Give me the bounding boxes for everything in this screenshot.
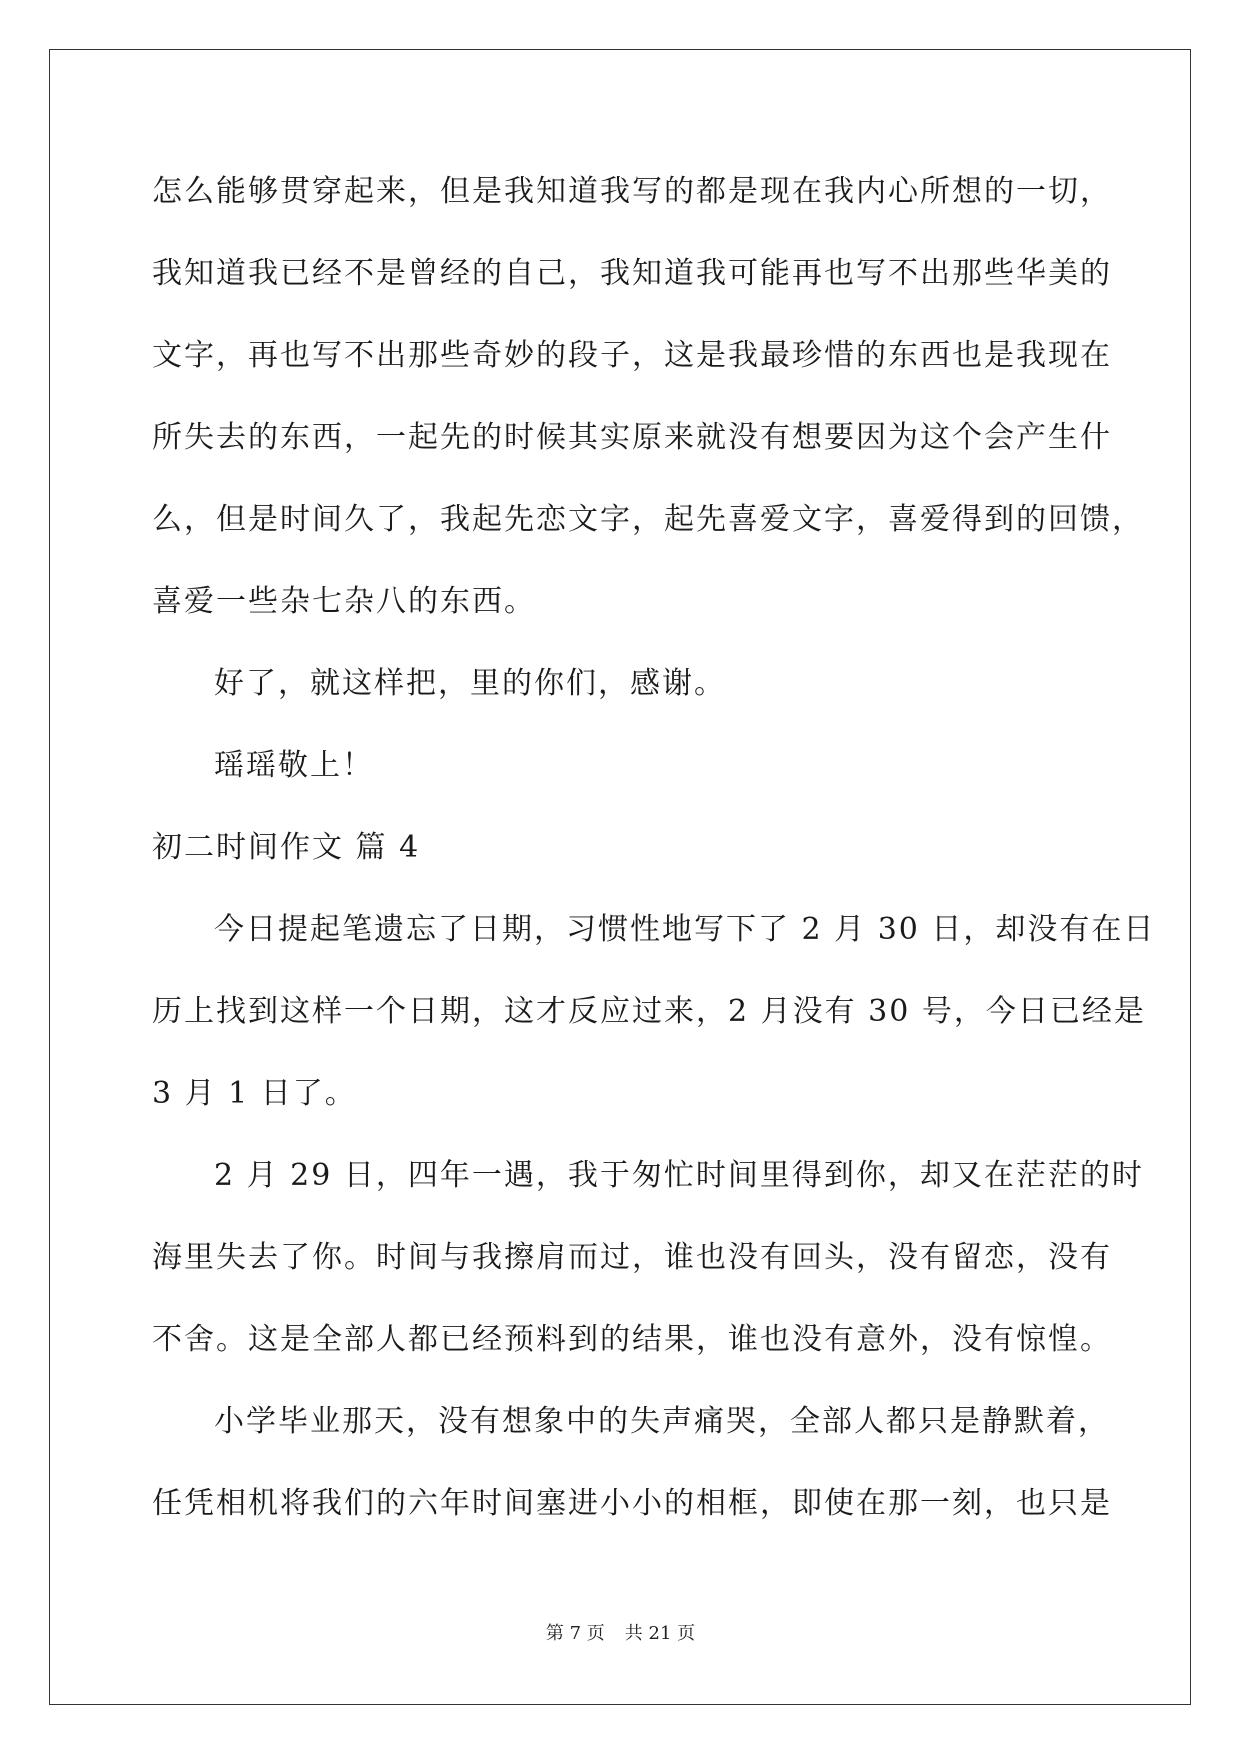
text-line: 小学毕业那天，没有想象中的失声痛哭，全部人都只是静默着， <box>214 1404 1110 1439</box>
text-line: 3 月 1 日了。 <box>152 1076 357 1111</box>
text-line: 我知道我已经不是曾经的自己，我知道我可能再也写不出那些华美的 <box>152 256 1112 291</box>
page-total: 共 21 页 <box>624 1623 696 1644</box>
text-line: 么，但是时间久了，我起先恋文字，起先喜爱文字，喜爱得到的回馈， <box>152 502 1144 537</box>
section-heading: 初二时间作文 篇 4 <box>152 830 421 865</box>
text-line: 文字，再也写不出那些奇妙的段子，这是我最珍惜的东西也是我现在 <box>152 338 1112 373</box>
page-number: 第 7 页 <box>545 1623 605 1644</box>
text-line: 好了，就这样把，里的你们，感谢。 <box>214 666 726 701</box>
text-line: 今日提起笔遗忘了日期，习惯性地写下了 2 月 30 日，却没有在日 <box>214 912 1156 947</box>
text-line: 历上找到这样一个日期，这才反应过来，2 月没有 30 号，今日已经是 <box>152 994 1146 1029</box>
text-line: 瑶瑶敬上！ <box>214 748 374 783</box>
text-line: 2 月 29 日，四年一遇，我于匆忙时间里得到你，却又在茫茫的时 <box>214 1158 1144 1193</box>
text-line: 怎么能够贯穿起来，但是我知道我写的都是现在我内心所想的一切， <box>152 174 1112 209</box>
text-line: 任凭相机将我们的六年时间塞进小小的相框，即使在那一刻，也只是 <box>152 1486 1112 1521</box>
text-line: 不舍。这是全部人都已经预料到的结果，谁也没有意外，没有惊惶。 <box>152 1322 1112 1357</box>
text-line: 所失去的东西，一起先的时候其实原来就没有想要因为这个会产生什 <box>152 420 1112 455</box>
text-line: 喜爱一些杂七杂八的东西。 <box>152 584 536 619</box>
page-footer <box>0 1622 1241 1646</box>
page-border <box>49 49 1191 1705</box>
text-line: 海里失去了你。时间与我擦肩而过，谁也没有回头，没有留恋，没有 <box>152 1240 1112 1275</box>
